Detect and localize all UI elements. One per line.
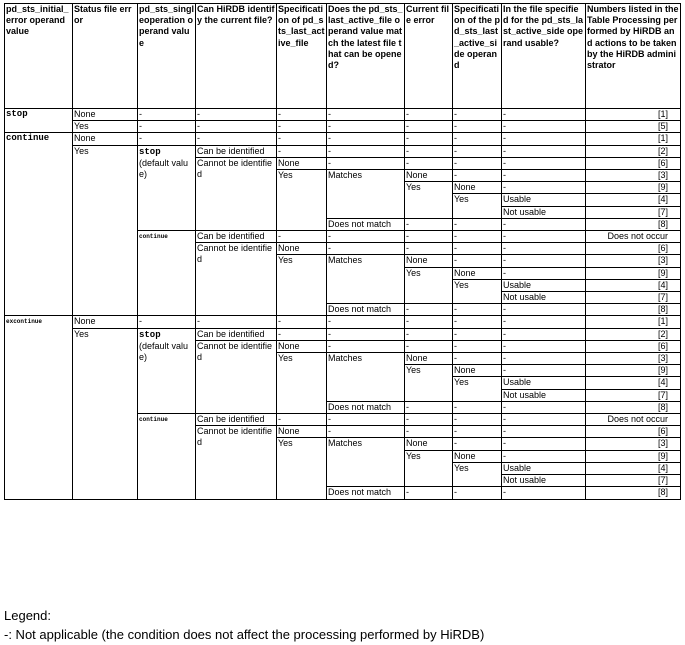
cell: - <box>453 170 502 182</box>
cell: - <box>502 487 586 499</box>
cell: - <box>405 304 453 316</box>
ref-cell: [7] <box>586 292 681 304</box>
cell: Cannot be identified <box>196 157 277 230</box>
ref-cell: [8] <box>586 218 681 230</box>
cell: - <box>502 340 586 352</box>
cell: Yes <box>277 255 327 316</box>
cell: Does not match <box>327 218 405 230</box>
cell: - <box>405 414 453 426</box>
cell: None <box>277 243 327 255</box>
cell: - <box>502 304 586 316</box>
cell: - <box>453 109 502 121</box>
cell: - <box>502 133 586 145</box>
col-header: Current file error <box>405 4 453 109</box>
col-header: Numbers listed in the Table Processing performed by HiRDB and actions to be taken by the HiRDB administrator <box>586 4 681 109</box>
cell: Yes <box>277 353 327 414</box>
ref-cell: [6] <box>586 243 681 255</box>
cell: - <box>502 145 586 157</box>
cell: - <box>502 267 586 279</box>
cell: - <box>405 401 453 413</box>
cell: Yes <box>405 267 453 304</box>
cell: - <box>405 121 453 133</box>
col-header: In the file specified for the pd_sts_last_active_side operand usable? <box>502 4 586 109</box>
ref-cell: [2] <box>586 328 681 340</box>
legend-title: Legend: <box>4 608 51 623</box>
ref-cell: [3] <box>586 170 681 182</box>
cell: Does not match <box>327 304 405 316</box>
cell: - <box>405 243 453 255</box>
cell: Cannot be identified <box>196 426 277 499</box>
cell: - <box>453 353 502 365</box>
cell: - <box>405 231 453 243</box>
cell: - <box>327 426 405 438</box>
cell <box>138 328 196 413</box>
cell-sub: (default value) <box>139 157 189 180</box>
cell: - <box>405 328 453 340</box>
ref-cell: [3] <box>586 353 681 365</box>
cell: - <box>502 450 586 462</box>
cell: - <box>502 157 586 169</box>
cell: - <box>502 414 586 426</box>
cell: continue <box>138 414 196 499</box>
cell: - <box>277 109 327 121</box>
cell: - <box>502 316 586 328</box>
ref-cell: [6] <box>586 157 681 169</box>
cell: None <box>277 340 327 352</box>
cell: Matches <box>327 255 405 304</box>
cell: - <box>453 438 502 450</box>
ref-cell: [6] <box>586 426 681 438</box>
cell: Yes <box>277 170 327 231</box>
ref-cell: [4] <box>586 194 681 206</box>
cell: Cannot be identified <box>196 243 277 316</box>
cell: - <box>453 328 502 340</box>
cell: - <box>502 353 586 365</box>
cell-mono: stop <box>139 329 161 340</box>
cell: - <box>405 145 453 157</box>
cell: - <box>405 133 453 145</box>
cell: - <box>502 182 586 194</box>
cell: - <box>405 487 453 499</box>
cell: - <box>277 133 327 145</box>
cell: - <box>327 157 405 169</box>
ref-cell: [9] <box>586 267 681 279</box>
cell: stop <box>5 109 73 133</box>
cell: Yes <box>73 328 138 499</box>
cell: Matches <box>327 170 405 219</box>
cell-sub: (default value) <box>139 340 189 363</box>
cell: Usable <box>502 377 586 389</box>
cell: - <box>277 145 327 157</box>
cell: continue <box>5 133 73 316</box>
cell: Matches <box>327 438 405 487</box>
ref-cell: [2] <box>586 145 681 157</box>
cell: - <box>453 340 502 352</box>
cell: - <box>327 243 405 255</box>
cell: Yes <box>453 279 502 303</box>
cell: Yes <box>277 438 327 499</box>
cell: - <box>502 170 586 182</box>
cell: Not usable <box>502 292 586 304</box>
cell: - <box>138 121 196 133</box>
cell: - <box>196 109 277 121</box>
ref-cell: [6] <box>586 340 681 352</box>
cell: - <box>405 109 453 121</box>
cell: Cannot be identified <box>196 340 277 413</box>
ref-cell: [4] <box>586 377 681 389</box>
cell: Can be identified <box>196 328 277 340</box>
cell: Can be identified <box>196 145 277 157</box>
cell: Not usable <box>502 389 586 401</box>
cell: - <box>138 133 196 145</box>
table-row <box>5 133 681 145</box>
cell: - <box>502 231 586 243</box>
cell: - <box>327 121 405 133</box>
cell: - <box>453 316 502 328</box>
cell: None <box>453 365 502 377</box>
cell: - <box>453 401 502 413</box>
col-header: pd_sts_singleoperation operand value <box>138 4 196 109</box>
ref-cell: Does not occur <box>586 231 681 243</box>
cell: - <box>405 316 453 328</box>
cell: - <box>502 121 586 133</box>
cell: - <box>196 133 277 145</box>
cell: None <box>453 182 502 194</box>
cell: - <box>453 157 502 169</box>
cell: - <box>196 121 277 133</box>
cell: - <box>453 255 502 267</box>
cell: - <box>502 109 586 121</box>
cell: - <box>327 328 405 340</box>
cell: Matches <box>327 353 405 402</box>
cell: - <box>502 328 586 340</box>
ref-cell: [1] <box>586 133 681 145</box>
cell: Usable <box>502 462 586 474</box>
ref-cell: [9] <box>586 450 681 462</box>
cell: - <box>453 231 502 243</box>
ref-cell: [3] <box>586 255 681 267</box>
cell: None <box>277 157 327 169</box>
cell: Yes <box>453 194 502 218</box>
header-row <box>5 4 681 109</box>
cell: - <box>277 414 327 426</box>
cell: None <box>405 438 453 450</box>
cell: Not usable <box>502 475 586 487</box>
col-header: pd_sts_initial_error operand value <box>5 4 73 109</box>
cell: - <box>327 145 405 157</box>
cell: - <box>453 414 502 426</box>
cell: None <box>405 170 453 182</box>
cell-mono: stop <box>139 146 161 157</box>
cell: Usable <box>502 279 586 291</box>
cell: - <box>502 401 586 413</box>
ref-cell: [7] <box>586 206 681 218</box>
cell: - <box>453 121 502 133</box>
ref-cell: [3] <box>586 438 681 450</box>
cell: - <box>327 133 405 145</box>
ref-cell: Does not occur <box>586 414 681 426</box>
processing-table <box>4 3 681 500</box>
cell: Not usable <box>502 206 586 218</box>
cell: None <box>405 255 453 267</box>
cell: Can be identified <box>196 231 277 243</box>
cell: - <box>327 231 405 243</box>
cell: - <box>502 365 586 377</box>
cell: - <box>277 121 327 133</box>
ref-cell: [9] <box>586 365 681 377</box>
ref-cell: [1] <box>586 316 681 328</box>
cell: Yes <box>405 450 453 487</box>
ref-cell: [7] <box>586 389 681 401</box>
ref-cell: [7] <box>586 475 681 487</box>
cell: - <box>327 414 405 426</box>
cell: - <box>502 243 586 255</box>
cell: Does not match <box>327 487 405 499</box>
cell: - <box>327 109 405 121</box>
cell: None <box>453 450 502 462</box>
cell: None <box>73 316 138 328</box>
cell: None <box>73 133 138 145</box>
cell: Usable <box>502 194 586 206</box>
cell: None <box>405 353 453 365</box>
ref-cell: [5] <box>586 121 681 133</box>
cell: Yes <box>73 145 138 316</box>
cell: None <box>73 109 138 121</box>
cell: - <box>502 255 586 267</box>
cell: - <box>453 243 502 255</box>
cell: continue <box>138 231 196 316</box>
col-header: Specification of the pd_sts_last_active_side operand <box>453 4 502 109</box>
cell: - <box>277 316 327 328</box>
cell: - <box>405 340 453 352</box>
ref-cell: [9] <box>586 182 681 194</box>
cell: - <box>327 316 405 328</box>
cell: Yes <box>73 121 138 133</box>
ref-cell: [8] <box>586 401 681 413</box>
cell: - <box>327 340 405 352</box>
cell: - <box>405 218 453 230</box>
cell: - <box>453 133 502 145</box>
cell: - <box>405 157 453 169</box>
cell: Yes <box>405 182 453 219</box>
cell: - <box>277 328 327 340</box>
ref-cell: [8] <box>586 304 681 316</box>
cell: - <box>453 145 502 157</box>
cell: - <box>138 316 196 328</box>
cell: None <box>277 426 327 438</box>
cell: Yes <box>453 377 502 401</box>
cell: - <box>502 426 586 438</box>
ref-cell: [1] <box>586 109 681 121</box>
table-row <box>5 121 681 133</box>
col-header: Can HiRDB identify the current file? <box>196 4 277 109</box>
table-row <box>5 109 681 121</box>
cell: - <box>502 218 586 230</box>
col-header: Status file error <box>73 4 138 109</box>
table-row <box>5 316 681 328</box>
cell: - <box>196 316 277 328</box>
col-header: Does the pd_sts_last_active_file operand value match the latest file that can be opened? <box>327 4 405 109</box>
cell: - <box>502 438 586 450</box>
cell: - <box>453 426 502 438</box>
cell: Can be identified <box>196 414 277 426</box>
ref-cell: [8] <box>586 487 681 499</box>
cell: Yes <box>405 365 453 402</box>
legend <box>4 606 484 644</box>
cell: Does not match <box>327 401 405 413</box>
ref-cell: [4] <box>586 462 681 474</box>
cell: Yes <box>453 462 502 486</box>
cell <box>138 145 196 230</box>
legend-text: -: Not applicable (the condition does not affect the processing performed by HiRDB) <box>4 627 485 642</box>
cell: None <box>453 267 502 279</box>
cell: - <box>138 109 196 121</box>
cell: - <box>453 304 502 316</box>
cell: - <box>277 231 327 243</box>
cell: excontinue <box>5 316 73 499</box>
cell: - <box>453 218 502 230</box>
cell: - <box>405 426 453 438</box>
ref-cell: [4] <box>586 279 681 291</box>
col-header: Specification of pd_sts_last_active_file <box>277 4 327 109</box>
cell: - <box>453 487 502 499</box>
